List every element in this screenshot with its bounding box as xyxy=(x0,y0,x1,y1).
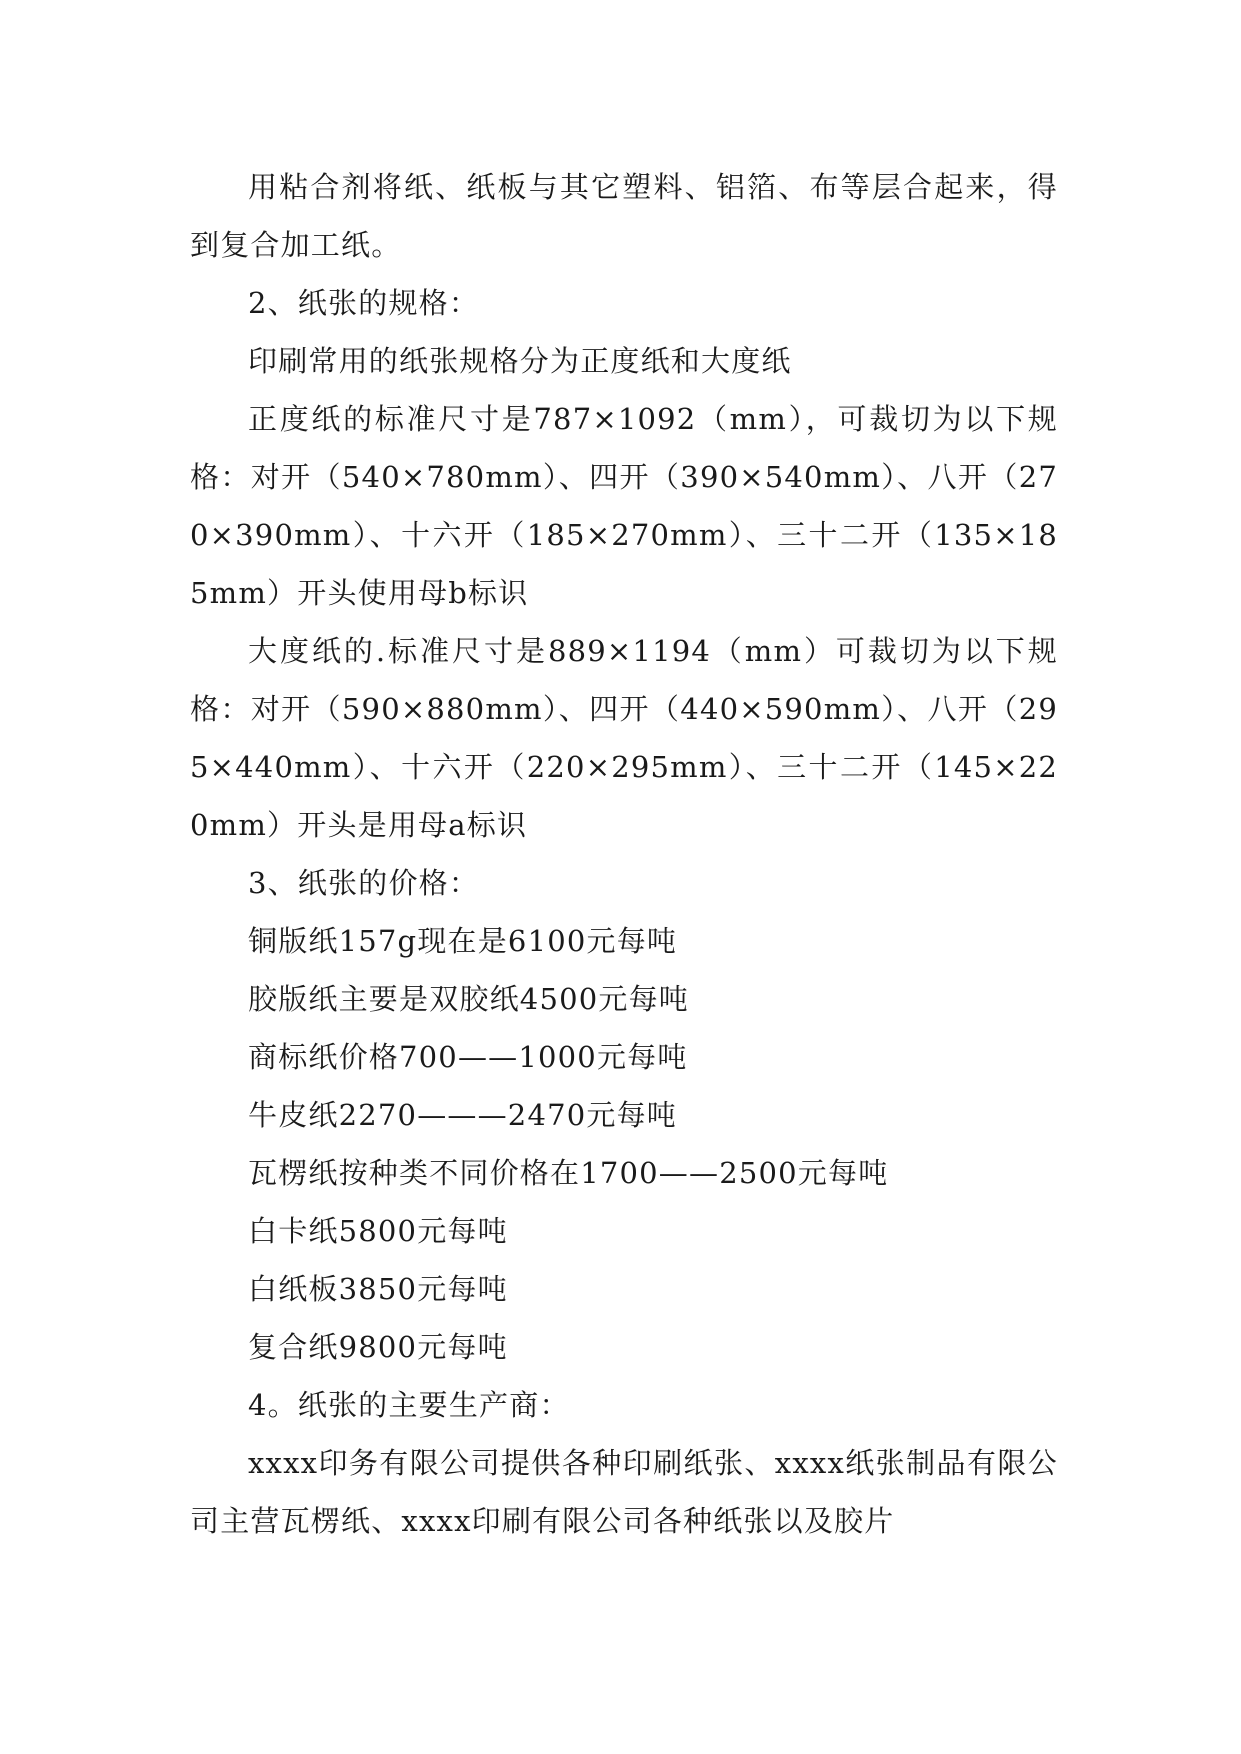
price-line-composite: 复合纸9800元每吨 xyxy=(248,1330,508,1364)
paragraph-large-size: 大度纸的.标准尺寸是889×1194（mm）可裁切为以下规格：对开（590×880mm）、四开（440×590mm）、八开（295×440mm）、十六开（220×295mm）、三十二开（145×220mm）开头是用母a标识 xyxy=(190,634,1058,842)
paragraph-composite-paper: 用粘合剂将纸、纸板与其它塑料、铝箔、布等层合起来，得到复合加工纸。 xyxy=(190,170,1058,262)
document-body xyxy=(190,158,1058,1550)
price-line-label: 商标纸价格700——1000元每吨 xyxy=(248,1040,688,1074)
paragraph-spec-intro: 印刷常用的纸张规格分为正度纸和大度纸 xyxy=(248,344,792,378)
price-line-white-card: 白卡纸5800元每吨 xyxy=(248,1214,508,1248)
price-line-corrugated: 瓦楞纸按种类不同价格在1700——2500元每吨 xyxy=(248,1156,889,1190)
heading-manufacturers: 4。纸张的主要生产商： xyxy=(248,1388,570,1422)
heading-paper-prices: 3、纸张的价格： xyxy=(248,866,480,900)
heading-paper-specs: 2、纸张的规格： xyxy=(248,286,480,320)
price-line-coated: 铜版纸157g现在是6100元每吨 xyxy=(248,924,678,958)
paragraph-manufacturers: xxxx印务有限公司提供各种印刷纸张、xxxx纸张制品有限公司主营瓦楞纸、xxxx印刷有限公司各种纸张以及胶片 xyxy=(190,1446,1058,1538)
price-line-white-board: 白纸板3850元每吨 xyxy=(248,1272,508,1306)
price-line-offset: 胶版纸主要是双胶纸4500元每吨 xyxy=(248,982,690,1016)
paragraph-standard-size: 正度纸的标准尺寸是787×1092（mm），可裁切为以下规格：对开（540×780mm）、四开（390×540mm）、八开（270×390mm）、十六开（185×270mm）、三十二开（135×185mm）开头使用母b标识 xyxy=(190,402,1058,610)
price-line-kraft: 牛皮纸2270———2470元每吨 xyxy=(248,1098,678,1132)
